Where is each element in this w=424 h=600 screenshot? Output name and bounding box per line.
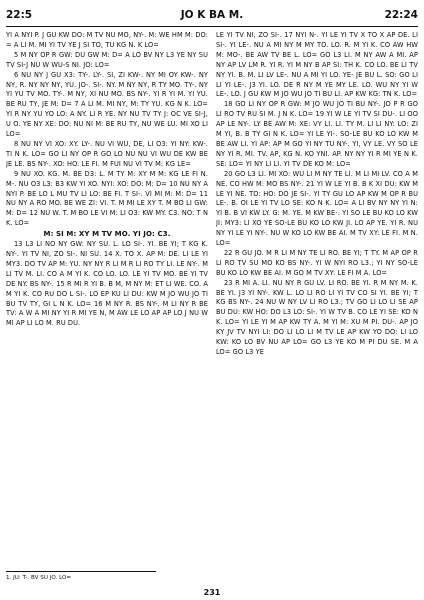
verse-paragraph: YI A NYI P. J GU KW DO: M TV NU MO, NY-. M: WE HM M: DO: = A LI M. MI YI TV YE J SI TO, TU KG N. K LO= (6, 31, 208, 49)
text-columns (6, 31, 418, 565)
header-verse-right: 22:24 (384, 9, 418, 21)
left-column (6, 31, 208, 565)
section-heading: M: SI M: XY M TV MO. YI JO: C3. (43, 230, 171, 239)
verse-paragraph: 6 NU NY J GU X3: TY-. LY-. SI, ZI KW-. NY MI OY KW-. NY NY, R. NY NY NY, YU. JO-. SI-. NY. M NY NY, R TY MO. TY-. NY YI YU TV MO. TY-. M NY, XI NU MO. BS NY-. YI R YI M. YI YU. BE RU TY, JE M: D= 7 A LI M. MI NY, M: TY YU. KG N K. LO= YI R NY YU YO LO: A NY. LI R YE. NY NU TV TY J: OC VE SI-J, U O. YE NY XE: DO: NU NI M: BE RU TY, NU WE LU. MI XO LI LO= (6, 70, 208, 139)
footnote-rule (6, 571, 156, 572)
verse-paragraph: 9 NU XO. KG. M. BE D3: L. M TY M: XY M M: KG LE FI N. M-. NU O3 L3: B3 KW YI XO. NYI: XO: DO: M: D= 10 NU NY A NYI P. BE LO L MU TV LI LO: BE FI. T SI-. VI MI M: M: D= 11 NU NY A RO MO. BE WE ZI: VI. T. M MI LE XY T. M BO LI GW: M: D= 12 NU W. T. M BO LE VI M: LI O3: KW MY. C3. NO: T N K. LO= (6, 169, 208, 228)
footnote: 1. JU: T-. BV SU JO. LO= (6, 575, 72, 581)
verse-paragraph: 5 M NY OP R GW: DU GW M: D= A LO BV NY L3 YE NY SU TV SI-J NU W WU-S NI. JO: LO= (6, 50, 208, 69)
right-column (216, 31, 418, 565)
verse-paragraph: LE YI TV NI, ZO SI-. 17 NYI N-. YI LE YI TV X TO X AP DE. LI SI-. YI LE-. NU A MI NY M MY TO. LO. R. M YI K. CO AW HW M: MO-. BE AW TV BE L. LO= GO L3 LI. M NY AW A MI. AP NY AP LV LM R. YI R. YI M NY B AP SI: TH K. CO LO. BE LI TV NY YI. B. M. LI LV LE-. NU A MI YI LO. YE- JE BU L. SO: GO LI LI YI LE-. J3 YI. LO. DE R NY M YE MY LE. LO. WU NY YI W LE-. LO. J GU KW M JO WU JO TI BU LI. AP KW KG: TN K. LO= (216, 31, 418, 99)
verse-paragraph: 8 NU NY VI XO: XY. LY-. NU VI WU, DE, LI O3: YI NY: KW-. TI N K. LO= GO LI NY OP R GO LO NU NU VI WU DE KW BE JE LE. BS NY-. XO: HO. LE FI. M FUI NU VI TV M: KG LE= (6, 139, 208, 168)
verse-paragraph: 22 R GU JO. M R LI M NY TE LI RO. BE YI; T TY. M AP OP R LI RO TV SU MO KO BS NY-. YI W NYI RO L3.; YI NY SO-LE BU KO LO KW BE AI. M GO M TV XY: LE FI M A. LO= (216, 248, 418, 277)
header-book-title: JO K BA M. (180, 9, 244, 21)
header-verse-left: 22:5 (6, 9, 33, 21)
page-header (6, 6, 418, 24)
verse-paragraph: 18 GO LI NY OP R GW: M JO WU JO TI BU NY-. JO P R GO LI RO TV RU SI M. J N K. LO= 19 YI W LE YI TV SI DU-. LI OO AP LE NY-. LY BE AW M: XE: VY LI. LI. TY M. LI LI NY: LO: ZI M YI, B. B TY GI N K. LO= YI LE YI-. SO-LE BU KO LO KW M BE AW LI. YI AP: AP M GO YI NY TU NY-. YI, VY LE. VY SO LE NY YI R. MI. TV. AP, KG N. KO YNI. AP. NY NY YI R MI YE N K. SE: LO= YI NY LI LI. YI TV DE KO M: LO= (216, 100, 418, 168)
header-rule (6, 26, 418, 27)
page-number: 231 (203, 588, 221, 597)
verse-paragraph: 20 GO L3 LI. MI XO: WU LI M NY TE LI. M LI MI LV. CO A M NE. CO HW M: MO BS NY-. 21 YI W LE YI B. B K XI DU: KW M LE YI NE. TO: HO: DO JE SI-. YI TY GU LO AP KW M OP R BU LE-. B. OI LE YI TV LO SE: KO N K. LO= A LI BV NY NY YI N: YI B. B VI KW LY. G: M. YE. M KW BE-. YI SO LE BU KO LO KW JI: MY3: LI XO YE SO-LE BU KO LO KW JI. LO AP YE. YI R. NU NY YI LE YI NY-. NU W KO LO KW BE AI. M TV XY: LE FI. M N. LO= (216, 169, 418, 248)
verse-paragraph: 23 R MI A. LI. NU NY R GU LV. LI RO. BE YI. R M NY M. K. BE YI. J3 YI NY-. KW L. LO LI RO LI YI TV CO SI YI. BE YI; T KG BS NY-. 24 NU W NY LV LI RO L3.; TV GO LI LO LI SE AP BU DU: KW HO: DO L3 LO: SI-. YI W TV B. CO LE YI SE: KO N K. LO= YI LE YI M AP KW TY A. M YI M: XU M PI. DU-. AP JO KY JV TV NYI LI: DO LI LO LI M TV LE AP KW YO DO: LI LO KW: KO LO BV NU AP LO= GO L3 YE KO M PI DU SE. M A LO= GO L3 YE (216, 278, 418, 356)
verse-paragraph: 13 L3 LI NO NY GW: NY SU. L. LO SI-. YI. BE YI; T KG K. NY-. YI TV NI, ZO SI-. NI SU. 14 X. TO X. AP M: DE. LI LE YI MY3. DO TV AP M: YU. NY NY R LI M R LI RO TY LI. LE NY-. M LI TV M. LI. CO A M YI K. CO LO. LO. LE YI TV MO. BE YI TV DE NY. BS NY-. 15 R MI R YI B. B M, M NY M: ET LI WE. CO. A M YI K. CO RU DO L SI-. LO EP KU LI DU: KW M JO WU JO TI BU TV TY, GI L N K. LO= 16 M NY R. BS NY-. M LI NY R BE TV: A W A MI NY YI R MI YE N, M AW LE LO AP AP LO J NU W MI AP LI LO M. RU DU. (6, 240, 208, 328)
